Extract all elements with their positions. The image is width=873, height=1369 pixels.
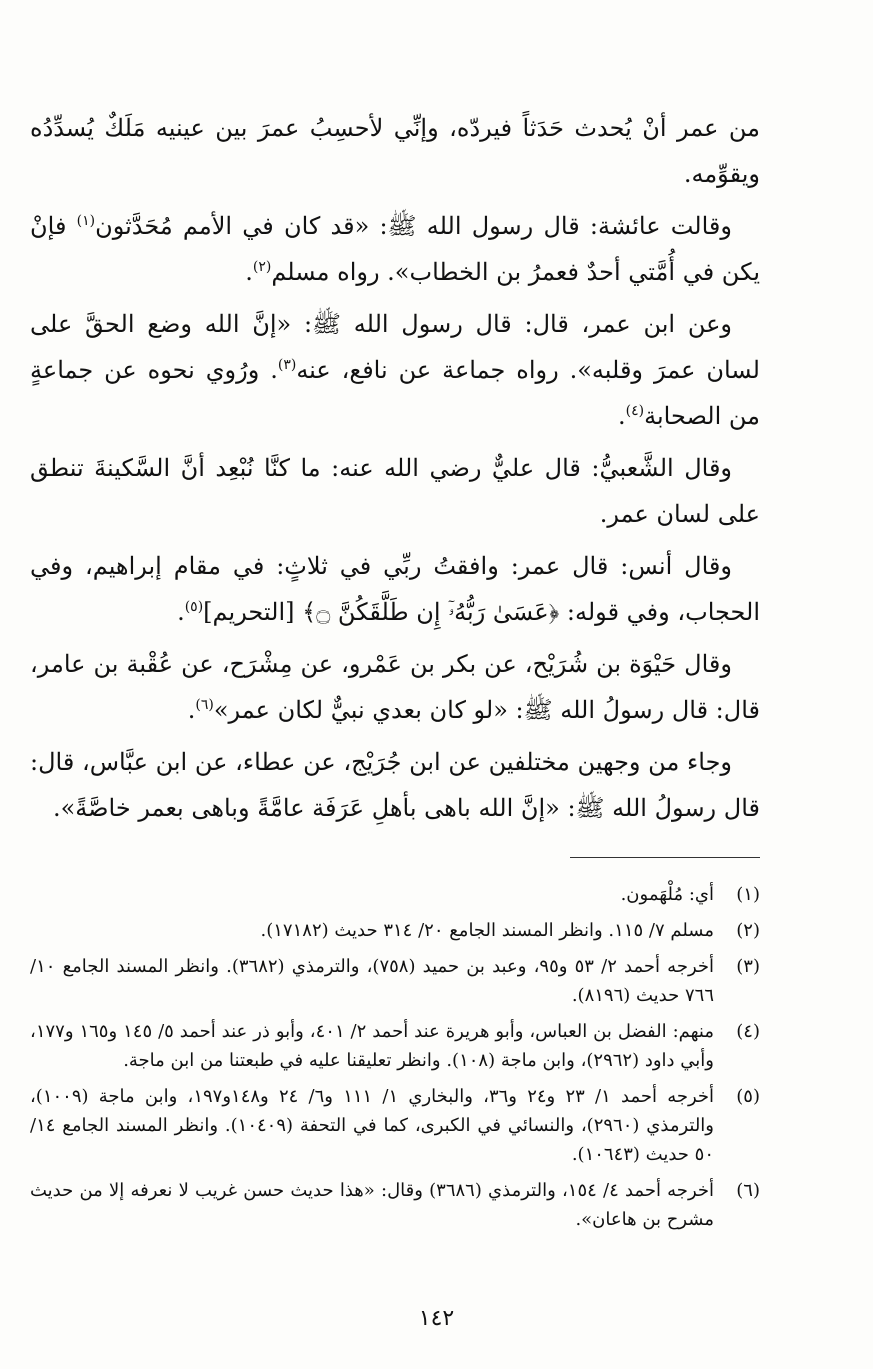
text-run: . — [177, 598, 185, 626]
text-run: فإنْ يكن في أُمَّتي أحدٌ فعمرُ بن الخطاب». رواه مسلم — [30, 212, 760, 286]
footnote-number: (١) — [736, 884, 760, 905]
text-run: . — [187, 696, 196, 724]
footnote-ref: (٢) — [252, 259, 272, 275]
footnote-text: أي: مُلْهَمون. — [620, 884, 714, 905]
footnote-number: (٤) — [736, 1021, 760, 1042]
footnote-number: (٢) — [736, 920, 760, 941]
footnote-ref: (٣) — [277, 357, 297, 373]
text-run: . ورُوي نحوه عن جماعةٍ من الصحابة — [30, 356, 760, 430]
text-run: وقال الشَّعبيُّ: قال عليٌّ رضي الله عنه: ما كنَّا نُبْعِد أنَّ السَّكينةَ تنطق على لسان عمر. — [30, 454, 760, 528]
paragraph-p7 — [30, 739, 760, 831]
footnote-item — [30, 1082, 760, 1169]
footnote-ref: (٦) — [195, 697, 214, 713]
footnote-item — [30, 1017, 760, 1075]
footnote-number: (٦) — [736, 1180, 760, 1201]
footnote-ref: (٥) — [184, 599, 204, 615]
footnote-number: (٣) — [736, 956, 760, 977]
footnote-text: أخرجه أحمد ٢/ ٥٣ و٩٥، وعبد بن حميد (٧٥٨)، والترمذي (٣٦٨٢). وانظر المسند الجامع ١٠/ ٧٦٦ حديث (٨١٩٦). — [30, 956, 715, 1006]
paragraph-p5 — [30, 543, 760, 635]
footnote-text: منهم: الفضل بن العباس، وأبو هريرة عند أحمد ٢/ ٤٠١، وأبو ذر عند أحمد ٥/ ١٤٥ و١٦٥ و١٧٧، وأبي داود (٢٩٦٢)، وابن ماجة (١٠٨). وانظر تعليقنا عليه في طبعتنا من ابن ماجة. — [30, 1021, 714, 1071]
page-body — [30, 105, 760, 1241]
paragraph-p1 — [30, 105, 760, 197]
text-run: من عمر أنْ يُحدث حَدَثاً فيردّه، وإنِّي لأحسِبُ عمرَ بين عينيه مَلَكٌ يُسدِّدُه ويقوِّمه. — [30, 114, 760, 188]
paragraph-p4 — [30, 445, 760, 537]
footnote-number: (٥) — [736, 1086, 760, 1107]
footnote-item — [30, 1176, 760, 1234]
text-run: . — [617, 402, 626, 430]
text-run: وقال حَيْوَة بن شُرَيْح، عن بكر بن عَمْرو، عن مِشْرَح، عن عُقْبة بن عامر، قال: قال رسولُ الله ﷺ: «لو كان بعدي نبيٌّ لكان عمر» — [30, 650, 760, 724]
paragraph-p2 — [30, 203, 760, 295]
text-run: وقالت عائشة: قال رسول الله ﷺ: «قد كان في الأمم مُحَدَّثون — [95, 212, 732, 240]
footnote-item — [30, 916, 760, 945]
paragraph-p6 — [30, 641, 760, 733]
footnote-text: أخرجه أحمد ٤/ ١٥٤، والترمذي (٣٦٨٦) وقال: «هذا حديث حسن غريب لا نعرفه إلا من حديث مشرح بن هاعان». — [30, 1180, 714, 1230]
footnotes — [30, 880, 760, 1234]
paragraph-p3 — [30, 301, 760, 439]
text-run: . — [245, 258, 253, 286]
footnote-separator — [570, 857, 760, 858]
footnote-item — [30, 952, 760, 1010]
text-run: وعن ابن عمر، قال: قال رسول الله ﷺ: «إنَّ الله وضع الحقَّ على لسان عمرَ وقلبه». رواه جماعة عن نافع، عنه — [30, 310, 760, 384]
text-run: وقال أنس: قال عمر: وافقتُ ربِّي في ثلاثٍ: في مقام إبراهيم، وفي الحجاب، وفي قوله: ﴿عَسَىٰ رَبُّهُۥٓ إِن طَلَّقَكُنَّ ۝﴾ [التحريم] — [30, 552, 760, 626]
footnote-ref: (٤) — [625, 403, 645, 419]
footnote-text: أخرجه أحمد ١/ ٢٣ و٢٤ و٣٦، والبخاري ١/ ١١١ و٦/ ٢٤ و١٤٨و١٩٧، وابن ماجة (١٠٠٩)، والترمذي (٢٩٦٠)، والنسائي في الكبرى، كما في التحفة (١٠٤٠٩). وانظر المسند الجامع ١٤/ ٥٠ حديث (١٠٦٤٣). — [30, 1086, 715, 1165]
main-text — [30, 105, 760, 831]
page-number: ١٤٢ — [418, 1306, 455, 1331]
footnote-item — [30, 880, 760, 909]
footnote-ref: (١) — [76, 213, 96, 229]
footnote-text: مسلم ٧/ ١١٥. وانظر المسند الجامع ٢٠/ ٣١٤ حديث (١٧١٨٢). — [260, 920, 714, 941]
text-run: وجاء من وجهين مختلفين عن ابن جُرَيْج، عن عطاء، عن ابن عبَّاس، قال: قال رسولُ الله ﷺ: «إنَّ الله باهى بأهلِ عَرَفَة عامَّةً وباهى بعمر خاصَّةً». — [30, 748, 760, 822]
